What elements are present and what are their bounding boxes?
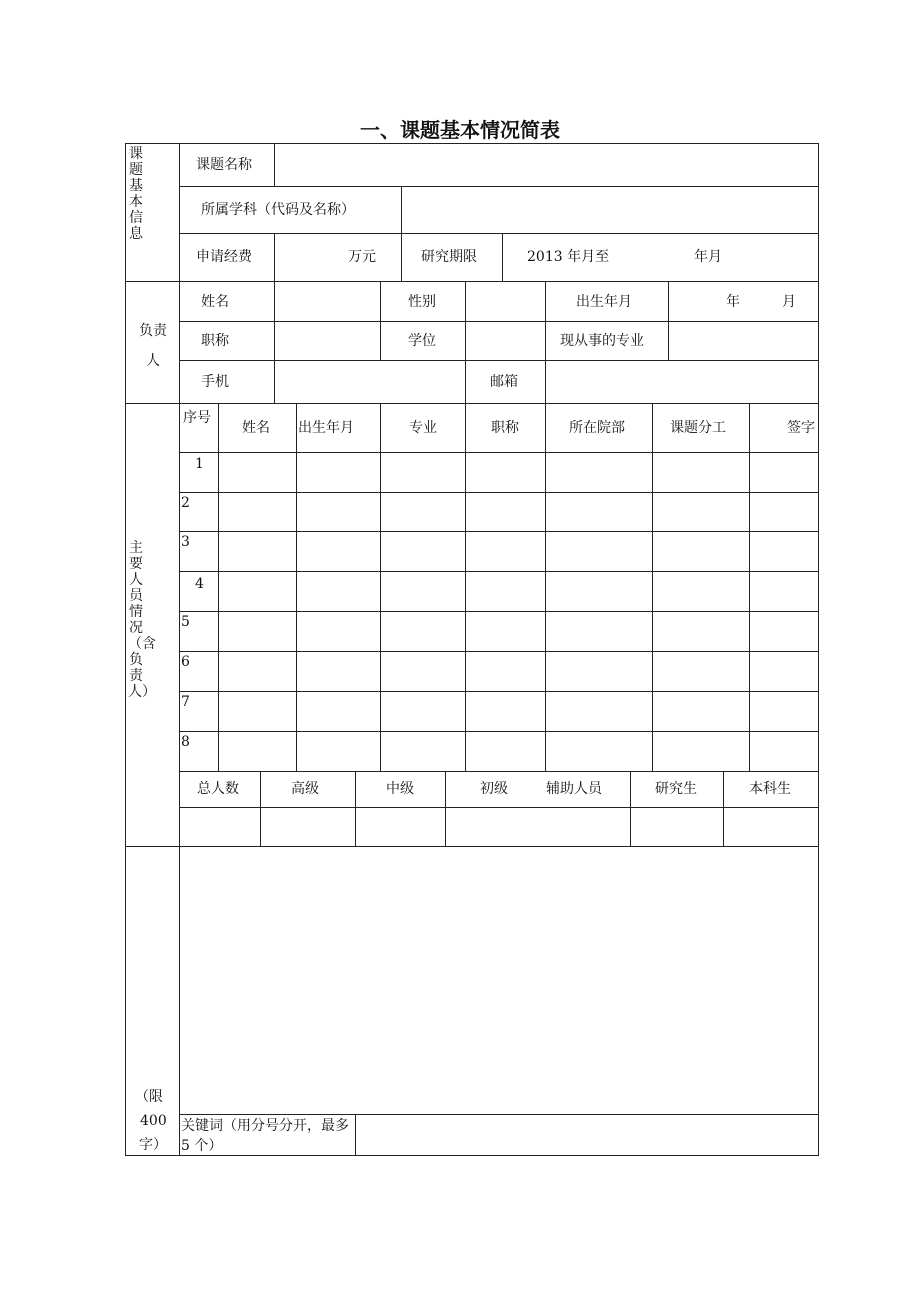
divider [179, 360, 819, 361]
divider [218, 403, 219, 771]
divider [179, 492, 819, 493]
divider [179, 611, 819, 612]
divider [380, 403, 381, 771]
leader-phone-field[interactable] [276, 362, 463, 401]
col-header-role: 课题分工 [670, 420, 726, 436]
divider [274, 233, 275, 281]
col-header-index: 序号 [183, 410, 211, 426]
divider [179, 531, 819, 532]
summary-header-intermediate: 中级 [386, 781, 414, 797]
divider [545, 403, 546, 771]
divider [274, 281, 275, 403]
abstract-limit-label: （限 [135, 1089, 163, 1105]
divider [274, 143, 275, 186]
leader-major-field[interactable] [670, 323, 816, 358]
divider [125, 281, 819, 282]
row-number: 1 [195, 456, 204, 472]
summary-header-assistant: 辅助人员 [546, 781, 602, 797]
project-name-label: 课题名称 [196, 157, 252, 173]
divider [125, 403, 819, 404]
divider [465, 281, 466, 403]
summary-header-graduate: 研究生 [655, 781, 697, 797]
leader-section-label-1: 负责 [139, 323, 167, 339]
discipline-field[interactable] [403, 188, 816, 231]
discipline-label: 所属学科（代码及名称） [201, 202, 355, 218]
summary-header-undergrad: 本科生 [749, 781, 791, 797]
basic-section-label: 课题基本信息 [129, 146, 143, 242]
divider [502, 233, 503, 281]
divider [296, 403, 297, 771]
left-column-divider [179, 143, 180, 1156]
page-title: 一、课题基本情况简表 [360, 118, 560, 142]
col-header-birth: 出生年月 [298, 420, 354, 436]
divider [179, 731, 819, 732]
members-section-label: 主要人员情况（含负责人） [128, 540, 156, 700]
leader-name-field[interactable] [276, 283, 378, 319]
funds-unit: 万元 [348, 249, 376, 265]
col-header-major: 专业 [409, 420, 437, 436]
divider [652, 403, 653, 771]
row-number: 7 [181, 694, 190, 710]
summary-header-total: 总人数 [197, 781, 239, 797]
divider [401, 233, 402, 281]
divider [179, 691, 819, 692]
period-end[interactable]: 年月 [694, 249, 722, 265]
row-number: 8 [181, 734, 190, 750]
leader-degree-label: 学位 [408, 333, 436, 349]
abstract-limit-count: 400 [140, 1113, 167, 1129]
divider [668, 281, 669, 360]
row-number: 2 [181, 495, 190, 511]
divider [445, 771, 446, 846]
divider [465, 403, 466, 771]
leader-email-field[interactable] [547, 362, 816, 401]
leader-major-label: 现从事的专业 [560, 333, 644, 349]
leader-title-label: 职称 [201, 333, 229, 349]
project-name-field[interactable] [276, 145, 816, 184]
row-number: 3 [181, 534, 190, 550]
col-header-signature: 签字 [787, 420, 815, 436]
period-start[interactable]: 2013 年月至 [527, 249, 610, 265]
divider [179, 1114, 819, 1115]
leader-degree-field[interactable] [467, 323, 543, 358]
divider [545, 281, 546, 403]
divider [260, 771, 261, 846]
abstract-field[interactable] [181, 848, 817, 1112]
leader-gender-label: 性别 [408, 294, 436, 310]
col-header-department: 所在院部 [569, 420, 625, 436]
period-label: 研究期限 [421, 249, 477, 265]
keywords-field[interactable] [357, 1116, 816, 1154]
funds-label: 申请经费 [196, 249, 252, 265]
divider [179, 651, 819, 652]
col-header-name: 姓名 [242, 420, 270, 436]
divider [179, 233, 819, 234]
divider [355, 1114, 356, 1156]
leader-birth-month[interactable]: 月 [782, 294, 796, 310]
funds-field[interactable] [276, 235, 346, 279]
divider [401, 186, 402, 233]
divider [380, 281, 381, 360]
summary-header-senior: 高级 [291, 781, 319, 797]
divider [179, 571, 819, 572]
row-number: 5 [181, 614, 190, 630]
leader-phone-label: 手机 [201, 374, 229, 390]
leader-name-label: 姓名 [201, 294, 229, 310]
keywords-label: 关键词（用分号分开，最多 5 个） [181, 1118, 349, 1154]
row-number: 4 [195, 576, 204, 592]
leader-title-field[interactable] [276, 323, 378, 358]
divider [179, 452, 819, 453]
leader-gender-field[interactable] [467, 283, 543, 319]
leader-birth-label: 出生年月 [576, 294, 632, 310]
divider [630, 771, 631, 846]
summary-header-junior: 初级 [480, 781, 508, 797]
row-number: 6 [181, 654, 190, 670]
divider [125, 846, 819, 847]
divider [355, 771, 356, 846]
divider [179, 321, 819, 322]
col-header-title: 职称 [491, 420, 519, 436]
divider [179, 186, 819, 187]
leader-email-label: 邮箱 [490, 374, 518, 390]
abstract-limit-unit: 字） [139, 1137, 167, 1153]
divider [749, 403, 750, 771]
divider [723, 771, 724, 846]
leader-birth-year[interactable]: 年 [726, 294, 740, 310]
leader-section-label-2: 人 [146, 353, 160, 369]
